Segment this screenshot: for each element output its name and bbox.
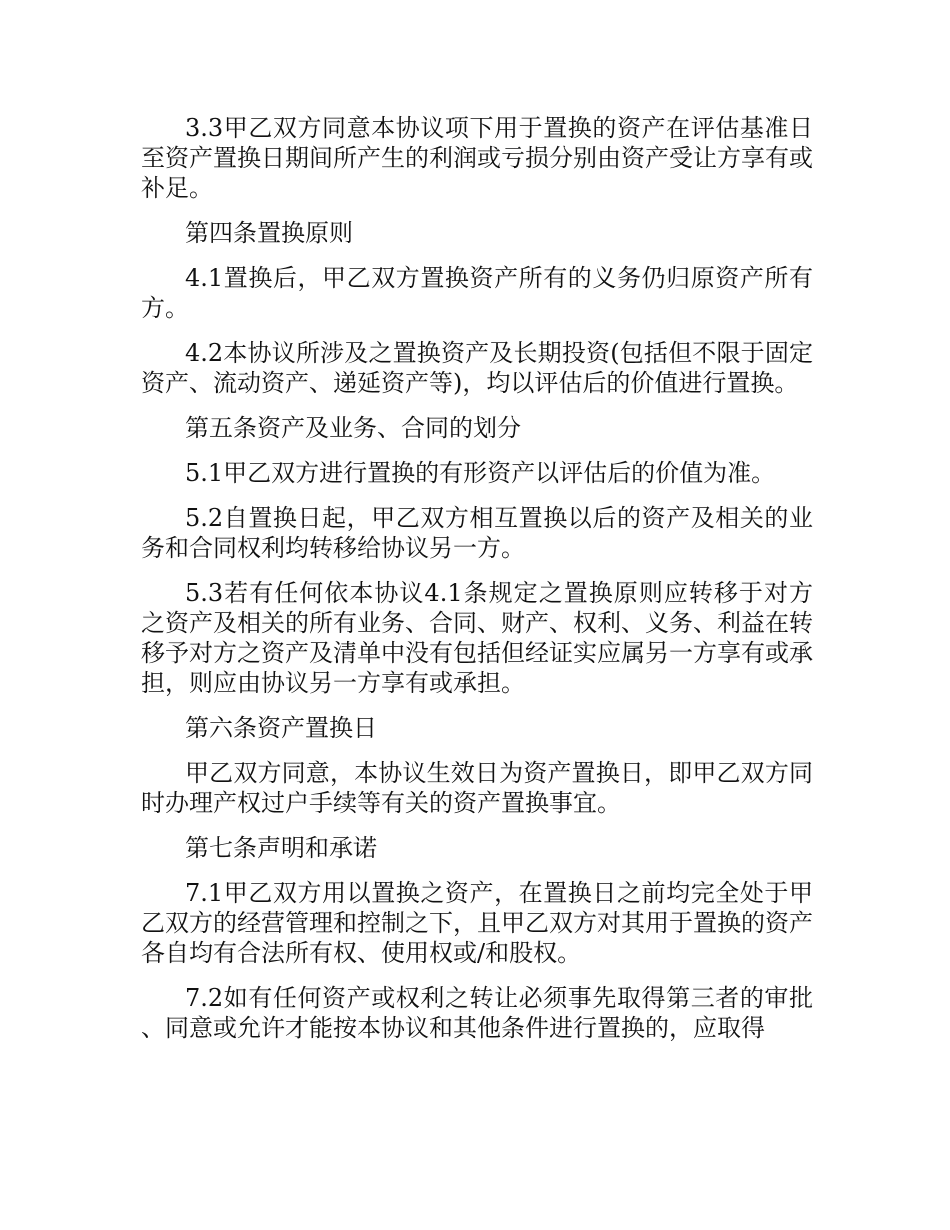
article-7-heading: 第七条声明和承诺 bbox=[185, 834, 377, 862]
clause-3-3: 3.3甲乙双方同意本协议项下用于置换的资产在评估基准日至资产置换日期间所产生的利润或亏损分别由资产受让方享有或补足。 bbox=[141, 114, 813, 202]
clause-7-1: 7.1甲乙双方用以置换之资产，在置换日之前均完全处于甲乙双方的经营管理和控制之下，且甲乙双方对其用于置换的资产各自均有合法所有权、使用权或/和股权。 bbox=[141, 879, 813, 967]
article-6-body: 甲乙双方同意，本协议生效日为资产置换日，即甲乙双方同时办理产权过户手续等有关的资产置换事宜。 bbox=[141, 759, 813, 817]
clause-5-3: 5.3若有任何依本协议4.1条规定之置换原则应转移于对方之资产及相关的所有业务、合同、财产、权利、义务、利益在转移予对方之资产及清单中没有包括但经证实应属另一方享有或承担，则应由协议另一方享有或承担。 bbox=[141, 579, 813, 697]
clause-7-2: 7.2如有任何资产或权利之转让必须事先取得第三者的审批、同意或允许才能按本协议和其他条件进行置换的，应取得 bbox=[141, 984, 813, 1042]
article-5-heading: 第五条资产及业务、合同的划分 bbox=[185, 414, 521, 442]
clause-5-2: 5.2自置换日起，甲乙双方相互置换以后的资产及相关的业务和合同权利均转移给协议另一方。 bbox=[141, 504, 813, 562]
article-6-heading: 第六条资产置换日 bbox=[185, 714, 377, 742]
document-body bbox=[141, 113, 813, 1058]
article-4-heading: 第四条置换原则 bbox=[185, 219, 353, 247]
clause-4-2: 4.2本协议所涉及之置换资产及长期投资(包括但不限于固定资产、流动资产、递延资产等)，均以评估后的价值进行置换。 bbox=[141, 339, 813, 397]
clause-5-1: 5.1甲乙双方进行置换的有形资产以评估后的价值为准。 bbox=[185, 459, 776, 487]
clause-4-1: 4.1置换后，甲乙双方置换资产所有的义务仍归原资产所有方。 bbox=[141, 264, 813, 322]
